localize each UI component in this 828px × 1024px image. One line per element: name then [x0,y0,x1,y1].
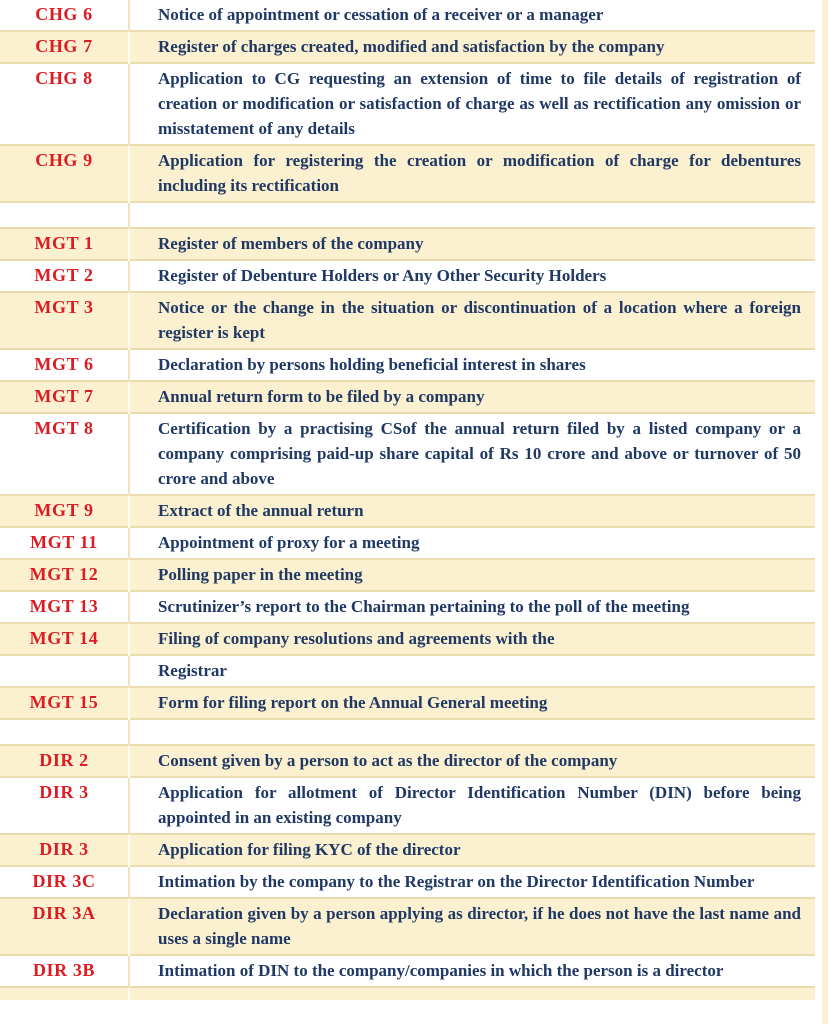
form-code-cell: CHG 8 [35,68,93,88]
table-row [0,623,815,655]
form-code-cell: CHG 6 [35,4,93,24]
form-code-cell [0,202,129,228]
table-row [0,349,815,381]
form-code-cell: MGT 7 [34,386,94,406]
table-row [0,145,815,202]
form-code-cell: MGT 11 [30,532,98,552]
form-description-cell: Intimation of DIN to the company/companies in which the person is a director [129,955,815,987]
form-description-cell: Notice or the change in the situation or discontinuation of a location where a foreign register is kept [129,292,815,349]
table-row [0,898,815,955]
table-row [0,527,815,559]
table-row [0,381,815,413]
form-description-cell: Appointment of proxy for a meeting [129,527,815,559]
table-row [0,955,815,987]
form-description-cell: Register of Debenture Holders or Any Other Security Holders [129,260,815,292]
form-code-cell: DIR 3 [39,839,89,859]
form-description-cell: Application for allotment of Director Identification Number (DIN) before being appointed in an existing company [129,777,815,834]
form-code-cell: DIR 3C [32,871,96,891]
form-description-cell: Consent given by a person to act as the director of the company [129,745,815,777]
table-row [0,495,815,527]
form-description-cell: Polling paper in the meeting [129,559,815,591]
form-description-cell: Declaration given by a person applying as director, if he does not have the last name and uses a single name [129,898,815,955]
form-description-cell: Notice of appointment or cessation of a receiver or a manager [129,0,815,31]
table-row [0,777,815,834]
form-description-cell: Annual return form to be filed by a company [129,381,815,413]
table-row [0,31,815,63]
table-row [0,719,815,745]
form-description-cell: Intimation by the company to the Registrar on the Director Identification Number [129,866,815,898]
form-description-cell [129,987,815,1000]
form-description-cell: Filing of company resolutions and agreements with the [129,623,815,655]
table-row [0,228,815,260]
table-row [0,63,815,145]
table-row [0,655,815,687]
form-description-cell: Declaration by persons holding beneficial interest in shares [129,349,815,381]
form-code-cell: MGT 8 [34,418,94,438]
form-description-cell: Register of charges created, modified and satisfaction by the company [129,31,815,63]
form-code-cell: DIR 3 [39,782,89,802]
form-code-cell: MGT 9 [34,500,94,520]
form-description-cell: Registrar [129,655,815,687]
table-row [0,987,815,1000]
form-code-cell: MGT 15 [29,692,99,712]
form-code-cell [0,655,129,687]
table-row [0,834,815,866]
form-description-cell: Scrutinizer’s report to the Chairman pertaining to the poll of the meeting [129,591,815,623]
table-row [0,745,815,777]
form-code-cell: MGT 1 [34,233,94,253]
form-code-cell: DIR 3A [32,903,96,923]
form-code-cell: MGT 6 [34,354,94,374]
form-description-cell: Application for registering the creation or modification of charge for debentures including its rectification [129,145,815,202]
form-description-cell: Extract of the annual return [129,495,815,527]
form-description-cell: Register of members of the company [129,228,815,260]
form-code-cell: CHG 7 [35,36,93,56]
form-description-cell: Application for filing KYC of the director [129,834,815,866]
table-row [0,591,815,623]
form-description-cell: Certification by a practising CSof the annual return filed by a listed company or a company comprising paid-up share capital of Rs 10 crore and above or turnover of 50 crore and above [129,413,815,495]
table-row [0,292,815,349]
right-edge-column-strip [822,0,828,1024]
form-code-cell: DIR 3B [32,960,96,980]
table-row [0,413,815,495]
table-row [0,202,815,228]
form-code-cell [0,987,129,1000]
form-code-cell: DIR 2 [39,750,89,770]
form-code-cell: MGT 12 [29,564,99,584]
form-code-cell: CHG 9 [35,150,93,170]
form-description-cell [129,202,815,228]
form-description-cell [129,719,815,745]
form-code-cell: MGT 3 [34,297,94,317]
form-description-cell: Application to CG requesting an extension of time to file details of registration of creation or modification or satisfaction of charge as well as rectification any omission or misstatement of any details [129,63,815,145]
table-row [0,559,815,591]
form-description-cell: Form for filing report on the Annual General meeting [129,687,815,719]
table-row [0,260,815,292]
table-row [0,866,815,898]
form-code-cell: MGT 2 [34,265,94,285]
form-code-cell [0,719,129,745]
form-code-cell: MGT 13 [29,596,99,616]
table-row [0,0,815,31]
table-row [0,687,815,719]
form-code-cell: MGT 14 [29,628,99,648]
